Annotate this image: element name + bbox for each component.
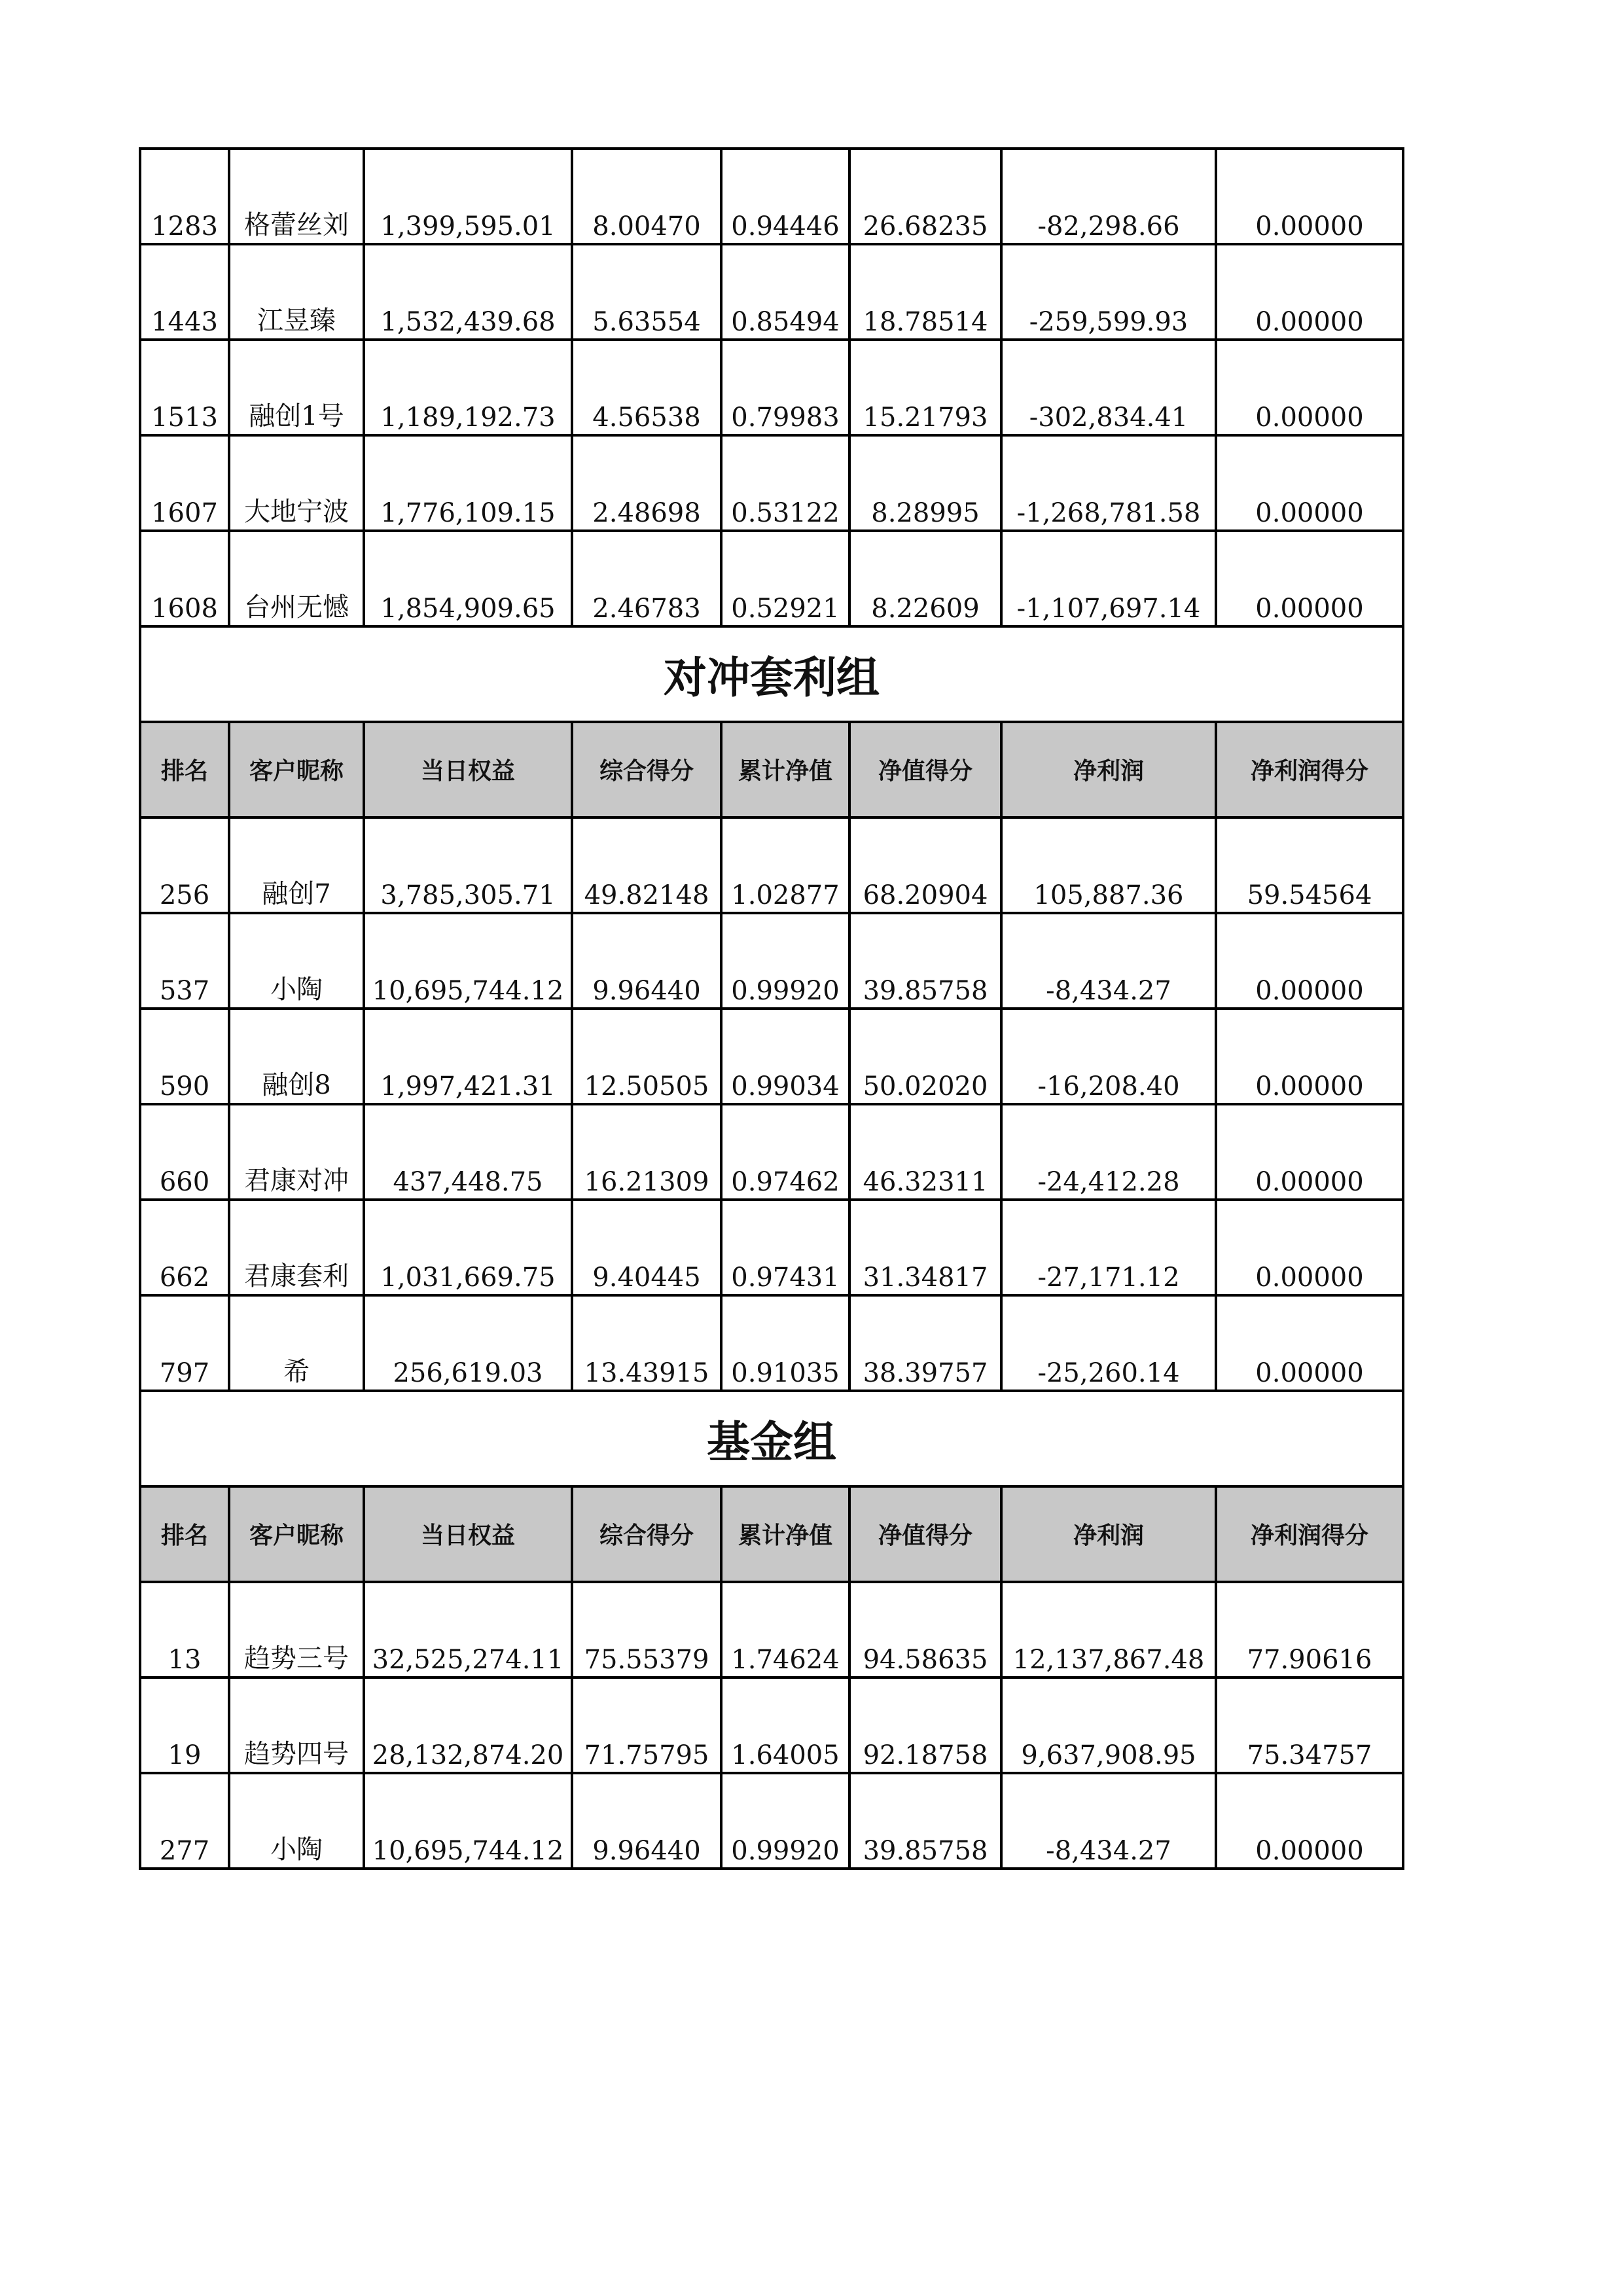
equity-cell: 256,619.03 <box>364 1295 572 1391</box>
net-profit-score-cell: 0.00000 <box>1216 435 1403 531</box>
rank-cell: 537 <box>140 913 229 1009</box>
header-net-profit-score: 净利润得分 <box>1216 1486 1403 1582</box>
nickname-cell: 融创1号 <box>229 340 364 435</box>
net-profit-score-cell: 0.00000 <box>1216 1295 1403 1391</box>
table-row <box>140 340 1403 435</box>
nav-cell: 0.53122 <box>721 435 849 531</box>
header-rank: 排名 <box>140 1486 229 1582</box>
table-row <box>140 531 1403 626</box>
header-row <box>140 722 1403 817</box>
nav-cell: 0.79983 <box>721 340 849 435</box>
total-score-cell: 71.75795 <box>572 1677 721 1773</box>
rank-cell: 1513 <box>140 340 229 435</box>
group-title-row <box>140 1391 1403 1486</box>
total-score-cell: 13.43915 <box>572 1295 721 1391</box>
nav-cell: 0.97431 <box>721 1200 849 1295</box>
net-profit-score-cell: 0.00000 <box>1216 340 1403 435</box>
net-profit-cell: 9,637,908.95 <box>1001 1677 1216 1773</box>
rank-cell: 1443 <box>140 244 229 340</box>
total-score-cell: 8.00470 <box>572 149 721 244</box>
header-net-profit-score: 净利润得分 <box>1216 722 1403 817</box>
nickname-cell: 融创8 <box>229 1009 364 1104</box>
header-equity: 当日权益 <box>364 722 572 817</box>
net-profit-score-cell: 0.00000 <box>1216 1200 1403 1295</box>
net-profit-cell: -25,260.14 <box>1001 1295 1216 1391</box>
net-profit-score-cell: 0.00000 <box>1216 913 1403 1009</box>
header-net-profit: 净利润 <box>1001 1486 1216 1582</box>
net-profit-cell: -259,599.93 <box>1001 244 1216 340</box>
nav-cell: 0.91035 <box>721 1295 849 1391</box>
nav-cell: 1.64005 <box>721 1677 849 1773</box>
rank-cell: 662 <box>140 1200 229 1295</box>
net-profit-score-cell: 0.00000 <box>1216 1009 1403 1104</box>
table-body <box>140 149 1403 1869</box>
equity-cell: 1,189,192.73 <box>364 340 572 435</box>
nav-cell: 0.97462 <box>721 1104 849 1200</box>
nickname-cell: 江昱臻 <box>229 244 364 340</box>
total-score-cell: 9.96440 <box>572 913 721 1009</box>
nickname-cell: 大地宁波 <box>229 435 364 531</box>
equity-cell: 32,525,274.11 <box>364 1582 572 1677</box>
nickname-cell: 趋势四号 <box>229 1677 364 1773</box>
rank-cell: 1283 <box>140 149 229 244</box>
nav-cell: 0.94446 <box>721 149 849 244</box>
net-profit-cell: -82,298.66 <box>1001 149 1216 244</box>
rank-cell: 1608 <box>140 531 229 626</box>
net-profit-cell: -1,107,697.14 <box>1001 531 1216 626</box>
nickname-cell: 君康对冲 <box>229 1104 364 1200</box>
total-score-cell: 49.82148 <box>572 817 721 913</box>
equity-cell: 10,695,744.12 <box>364 913 572 1009</box>
total-score-cell: 16.21309 <box>572 1104 721 1200</box>
nav-score-cell: 68.20904 <box>849 817 1001 913</box>
header-row <box>140 1486 1403 1582</box>
table-row <box>140 149 1403 244</box>
nickname-cell: 融创7 <box>229 817 364 913</box>
rank-cell: 660 <box>140 1104 229 1200</box>
rank-cell: 256 <box>140 817 229 913</box>
rank-cell: 797 <box>140 1295 229 1391</box>
total-score-cell: 5.63554 <box>572 244 721 340</box>
nav-score-cell: 92.18758 <box>849 1677 1001 1773</box>
equity-cell: 1,532,439.68 <box>364 244 572 340</box>
table-row <box>140 913 1403 1009</box>
net-profit-score-cell: 0.00000 <box>1216 1773 1403 1869</box>
nav-score-cell: 39.85758 <box>849 1773 1001 1869</box>
net-profit-cell: -24,412.28 <box>1001 1104 1216 1200</box>
total-score-cell: 2.48698 <box>572 435 721 531</box>
nav-score-cell: 46.32311 <box>849 1104 1001 1200</box>
net-profit-cell: 12,137,867.48 <box>1001 1582 1216 1677</box>
rank-cell: 19 <box>140 1677 229 1773</box>
net-profit-cell: -8,434.27 <box>1001 1773 1216 1869</box>
total-score-cell: 75.55379 <box>572 1582 721 1677</box>
table-row <box>140 435 1403 531</box>
table-row <box>140 244 1403 340</box>
header-total-score: 综合得分 <box>572 722 721 817</box>
nickname-cell: 趋势三号 <box>229 1582 364 1677</box>
header-nav-score: 净值得分 <box>849 1486 1001 1582</box>
nav-score-cell: 38.39757 <box>849 1295 1001 1391</box>
equity-cell: 3,785,305.71 <box>364 817 572 913</box>
rank-cell: 1607 <box>140 435 229 531</box>
nav-score-cell: 39.85758 <box>849 913 1001 1009</box>
net-profit-cell: 105,887.36 <box>1001 817 1216 913</box>
header-nav: 累计净值 <box>721 1486 849 1582</box>
equity-cell: 1,031,669.75 <box>364 1200 572 1295</box>
header-net-profit: 净利润 <box>1001 722 1216 817</box>
equity-cell: 28,132,874.20 <box>364 1677 572 1773</box>
net-profit-score-cell: 0.00000 <box>1216 1104 1403 1200</box>
header-total-score: 综合得分 <box>572 1486 721 1582</box>
table-row <box>140 1773 1403 1869</box>
nickname-cell: 希 <box>229 1295 364 1391</box>
nav-score-cell: 18.78514 <box>849 244 1001 340</box>
net-profit-cell: -1,268,781.58 <box>1001 435 1216 531</box>
table-row <box>140 1200 1403 1295</box>
equity-cell: 1,776,109.15 <box>364 435 572 531</box>
total-score-cell: 12.50505 <box>572 1009 721 1104</box>
nav-score-cell: 26.68235 <box>849 149 1001 244</box>
net-profit-score-cell: 0.00000 <box>1216 531 1403 626</box>
equity-cell: 1,399,595.01 <box>364 149 572 244</box>
net-profit-score-cell: 75.34757 <box>1216 1677 1403 1773</box>
net-profit-score-cell: 0.00000 <box>1216 149 1403 244</box>
nickname-cell: 小陶 <box>229 913 364 1009</box>
nav-score-cell: 15.21793 <box>849 340 1001 435</box>
rank-cell: 13 <box>140 1582 229 1677</box>
table-row <box>140 1295 1403 1391</box>
total-score-cell: 2.46783 <box>572 531 721 626</box>
header-rank: 排名 <box>140 722 229 817</box>
nav-score-cell: 8.28995 <box>849 435 1001 531</box>
group-title: 基金组 <box>140 1391 1403 1486</box>
header-nickname: 客户昵称 <box>229 1486 364 1582</box>
header-equity: 当日权益 <box>364 1486 572 1582</box>
total-score-cell: 9.40445 <box>572 1200 721 1295</box>
header-nickname: 客户昵称 <box>229 722 364 817</box>
net-profit-cell: -302,834.41 <box>1001 340 1216 435</box>
net-profit-score-cell: 77.90616 <box>1216 1582 1403 1677</box>
rank-cell: 590 <box>140 1009 229 1104</box>
nav-cell: 0.85494 <box>721 244 849 340</box>
equity-cell: 1,854,909.65 <box>364 531 572 626</box>
group-title-row <box>140 626 1403 722</box>
header-nav: 累计净值 <box>721 722 849 817</box>
net-profit-cell: -27,171.12 <box>1001 1200 1216 1295</box>
total-score-cell: 4.56538 <box>572 340 721 435</box>
header-nav-score: 净值得分 <box>849 722 1001 817</box>
equity-cell: 10,695,744.12 <box>364 1773 572 1869</box>
net-profit-cell: -16,208.40 <box>1001 1009 1216 1104</box>
net-profit-cell: -8,434.27 <box>1001 913 1216 1009</box>
equity-cell: 437,448.75 <box>364 1104 572 1200</box>
nickname-cell: 君康套利 <box>229 1200 364 1295</box>
nickname-cell: 小陶 <box>229 1773 364 1869</box>
ranking-table <box>139 147 1404 1870</box>
nav-score-cell: 94.58635 <box>849 1582 1001 1677</box>
nickname-cell: 台州无憾 <box>229 531 364 626</box>
nav-cell: 0.99034 <box>721 1009 849 1104</box>
table-row <box>140 1009 1403 1104</box>
group-title: 对冲套利组 <box>140 626 1403 722</box>
net-profit-score-cell: 0.00000 <box>1216 244 1403 340</box>
table-row <box>140 817 1403 913</box>
nickname-cell: 格蕾丝刘 <box>229 149 364 244</box>
net-profit-score-cell: 59.54564 <box>1216 817 1403 913</box>
table-row <box>140 1104 1403 1200</box>
nav-cell: 0.99920 <box>721 1773 849 1869</box>
table-row <box>140 1677 1403 1773</box>
total-score-cell: 9.96440 <box>572 1773 721 1869</box>
nav-score-cell: 8.22609 <box>849 531 1001 626</box>
equity-cell: 1,997,421.31 <box>364 1009 572 1104</box>
nav-score-cell: 31.34817 <box>849 1200 1001 1295</box>
table-row <box>140 1582 1403 1677</box>
nav-cell: 0.99920 <box>721 913 849 1009</box>
rank-cell: 277 <box>140 1773 229 1869</box>
nav-cell: 1.02877 <box>721 817 849 913</box>
nav-cell: 1.74624 <box>721 1582 849 1677</box>
nav-cell: 0.52921 <box>721 531 849 626</box>
nav-score-cell: 50.02020 <box>849 1009 1001 1104</box>
